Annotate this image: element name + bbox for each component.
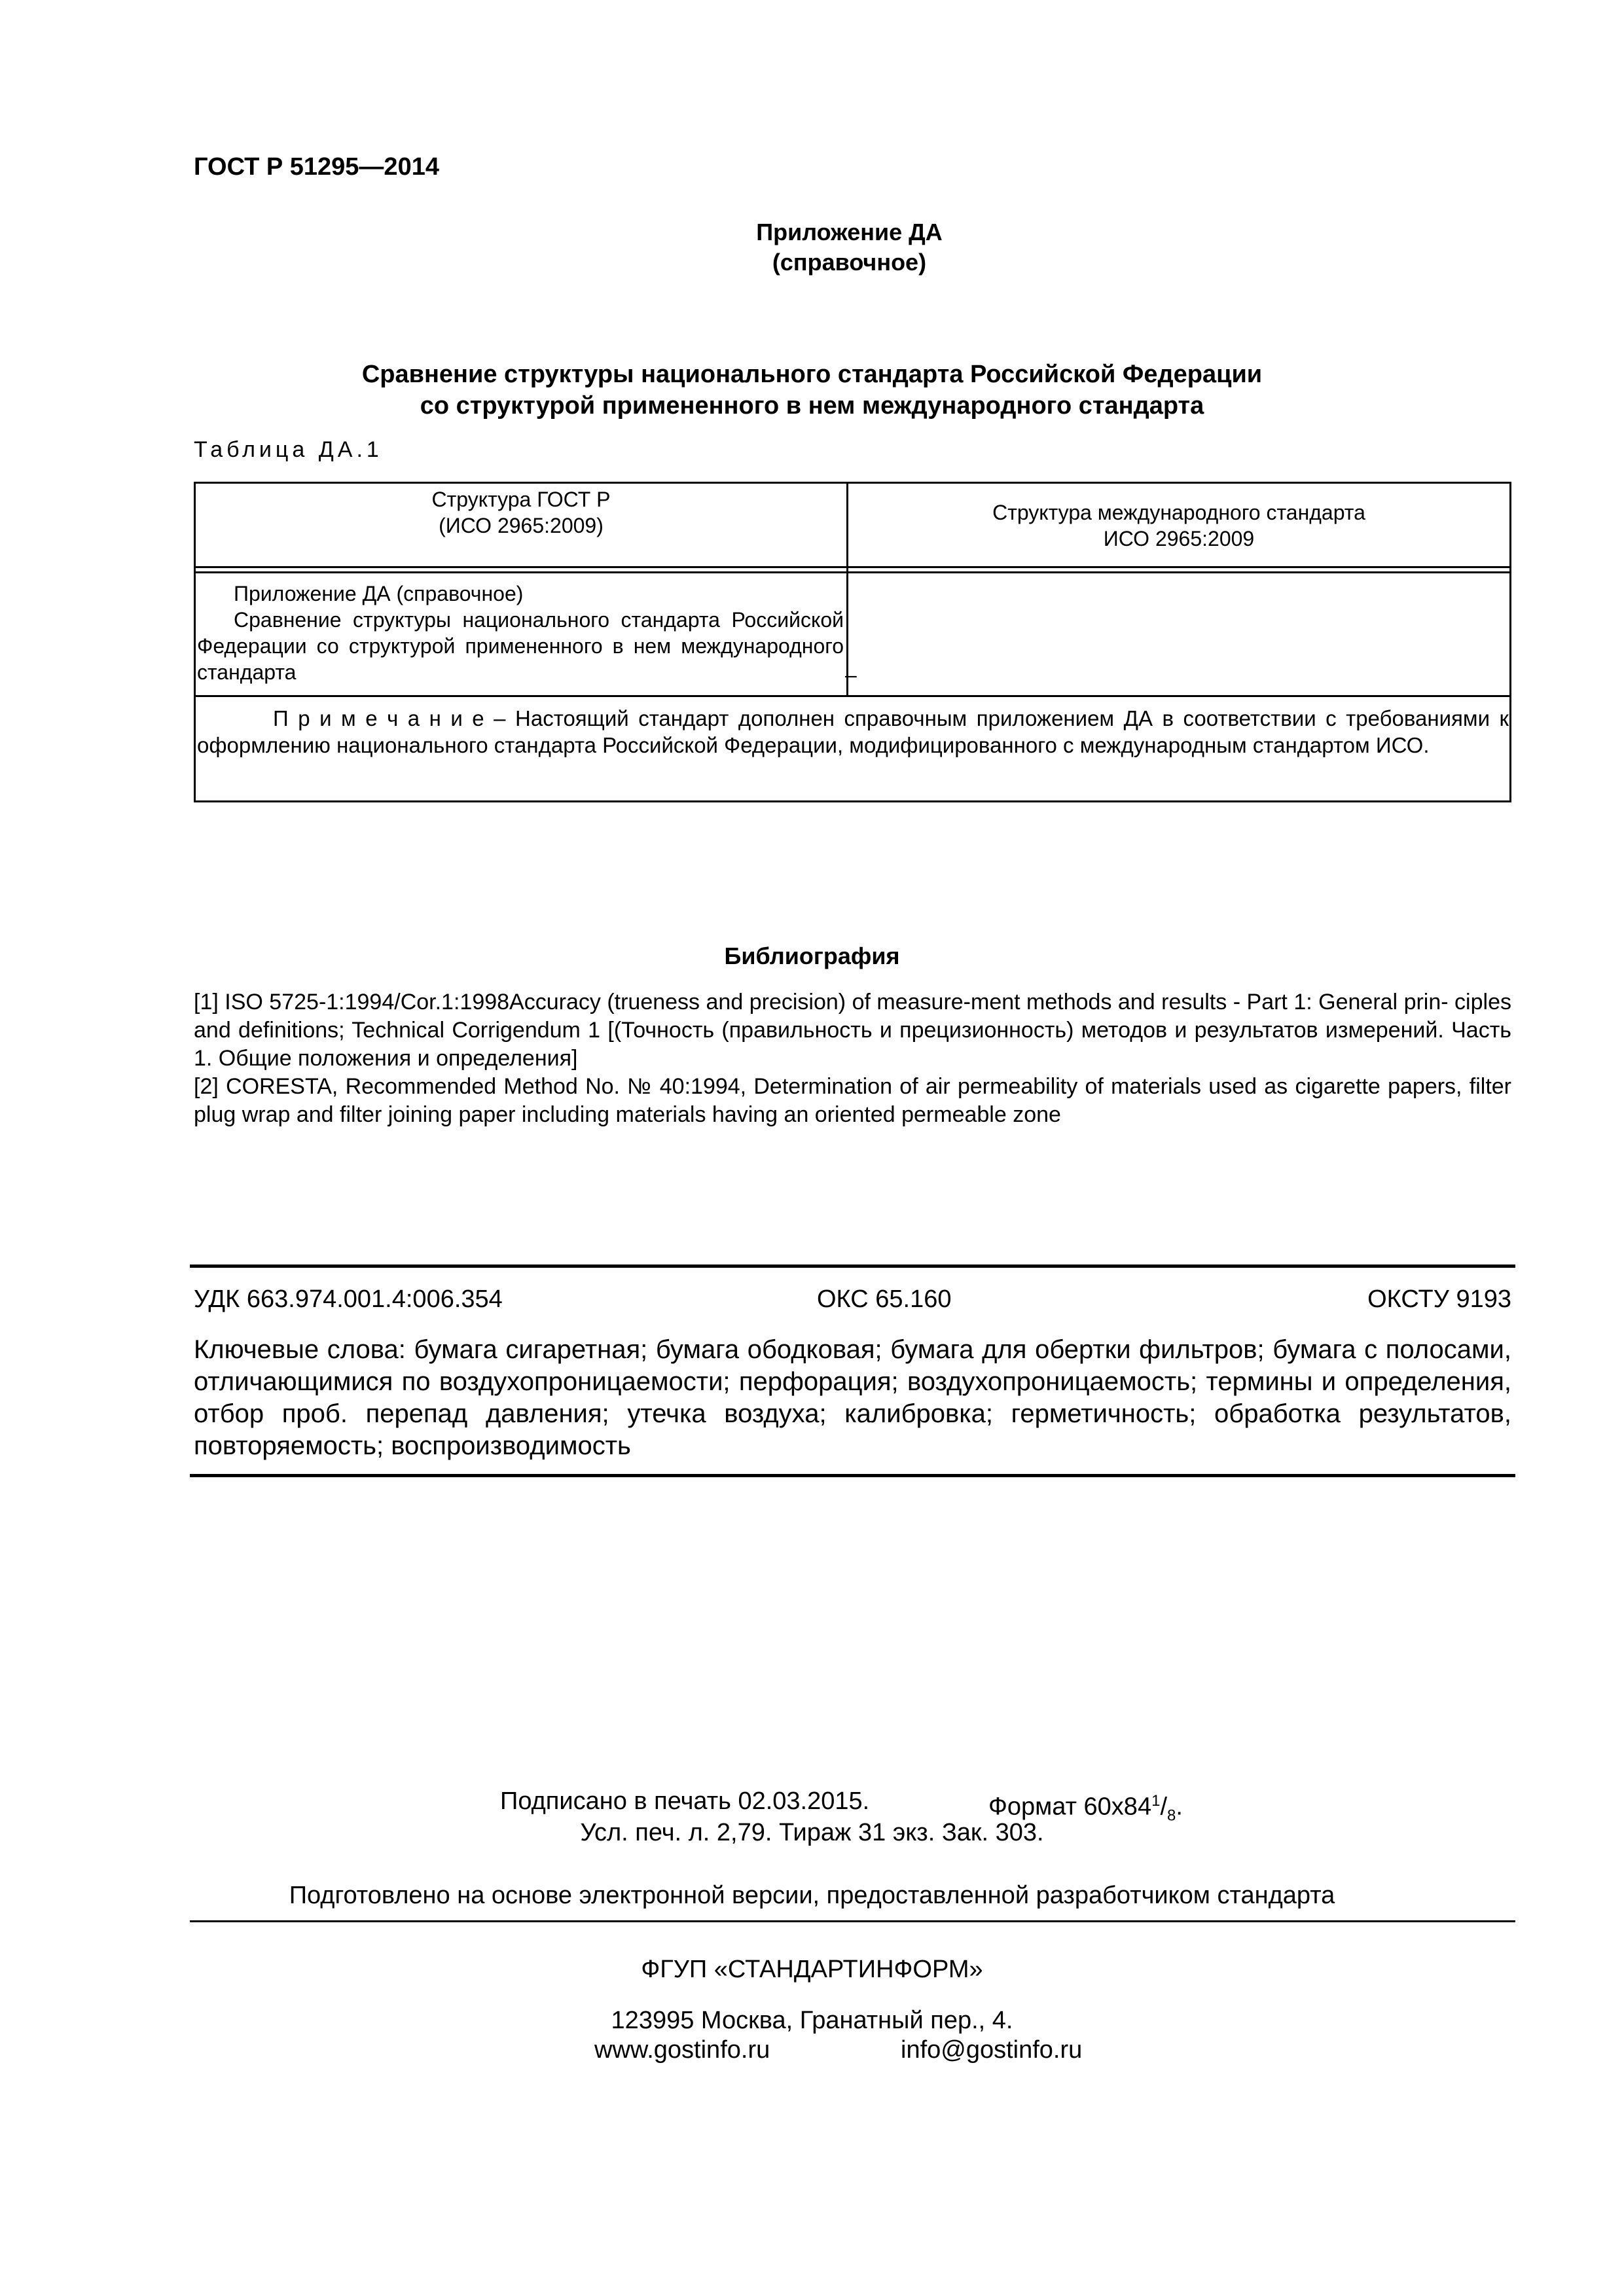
document-id: ГОСТ Р 51295—2014	[194, 153, 439, 181]
col1-header	[196, 486, 846, 539]
col2-header-line2: ИСО 2965:2009	[1103, 527, 1255, 550]
paper-format-prefix: Формат 60х84	[988, 1793, 1152, 1821]
structure-comparison-table	[194, 482, 1511, 802]
row1-col1-text: Сравнение структуры национального стандарта Российской Федерации со структурой примененного в нем международного стандарта	[197, 608, 844, 684]
oks-code: ОКС 65.160	[817, 1285, 952, 1313]
col2-header	[848, 499, 1509, 552]
col1-header-line1: Структура ГОСТ Р	[431, 488, 611, 511]
okstu-code: ОКСТУ 9193	[1367, 1285, 1511, 1313]
publisher-name: ФГУП «СТАНДАРТИНФОРМ»	[641, 1956, 983, 1983]
keywords: Ключевые слова: бумага сигаретная; бумага ободковая; бумага для обертки фильтров; бумага с полосами, отличающимися по воздухопроницаемости; перфорация; воздухопроницаемость; термины и определения, отбор проб. перепад давления; утечка воздуха; калибровка; герметичность; обработка результатов, повторяемость; воспроизводимость	[194, 1335, 1511, 1460]
annex-type: (справочное)	[772, 249, 927, 276]
table-note: П р и м е ч а н и е – Настоящий стандарт дополнен справочным приложением ДА в соответствии с требованиями к оформлению национального стандарта Российской Федерации, модифицированного с международным стандартом ИСО.	[197, 706, 1509, 757]
prepared-note: Подготовлено на основе электронной версии, предоставленной разработчиком стандарта	[289, 1882, 1335, 1909]
table-note-divider	[196, 695, 1509, 697]
comparison-title-line1: Сравнение структуры национального стандарта Российской Федерации	[361, 361, 1263, 388]
publisher-address: 123995 Москва, Гранатный пер., 4.	[611, 2007, 1013, 2034]
table-label: Таблица ДА.1	[194, 437, 383, 462]
publisher-website[interactable]: www.gostinfo.ru	[594, 2036, 770, 2064]
signed-date: Подписано в печать 02.03.2015.	[500, 1787, 870, 1815]
publisher-rule	[190, 1920, 1515, 1922]
udk-code: УДК 663.974.001.4:006.354	[194, 1285, 503, 1313]
bibliography-entry-2: [2] CORESTA, Recommended Method No. № 40:1994, Determination of air permeability of materials used as cigarette papers, filter plug wrap and filter joining paper including materials having an oriented permeable zone	[194, 1074, 1511, 1127]
table-header-divider-double	[196, 571, 1509, 573]
col1-header-line2: (ИСО 2965:2009)	[439, 514, 604, 537]
table-header-divider	[196, 566, 1509, 568]
paper-format-slash: /	[1160, 1793, 1167, 1821]
annex-title: Приложение ДА	[756, 219, 943, 245]
publisher-email[interactable]: info@gostinfo.ru	[901, 2036, 1083, 2064]
col2-header-line1: Структура международного стандарта	[992, 501, 1365, 524]
bibliography-title: Библиография	[724, 942, 900, 969]
row1-col2: –	[845, 663, 857, 687]
comparison-title	[0, 359, 1624, 422]
classification-top-rule	[190, 1265, 1515, 1268]
print-details: Усл. печ. л. 2,79. Тираж 31 экз. Зак. 303.	[580, 1819, 1044, 1846]
comparison-title-line2: со структурой примененного в нем международного стандарта	[420, 392, 1204, 420]
paper-format-denominator: 8	[1167, 1806, 1176, 1825]
row1-col1-title: Приложение ДА (справочное)	[234, 582, 524, 605]
paper-format-suffix: .	[1176, 1793, 1183, 1821]
keywords-bottom-rule	[190, 1474, 1515, 1477]
row1-col1	[197, 581, 844, 685]
bibliography-entry-1: [1] ISO 5725-1:1994/Cor.1:1998Accuracy (trueness and precision) of measure-ment methods and results - Part 1: General prin- ciples and definitions; Technical Corrigendum 1 [(Точность (правильность и прецизионность) методов и результатов измерений. Часть 1. Общие положения и определения]	[194, 990, 1511, 1071]
paper-format-numerator: 1	[1151, 1792, 1161, 1810]
annex-heading	[0, 217, 1624, 278]
